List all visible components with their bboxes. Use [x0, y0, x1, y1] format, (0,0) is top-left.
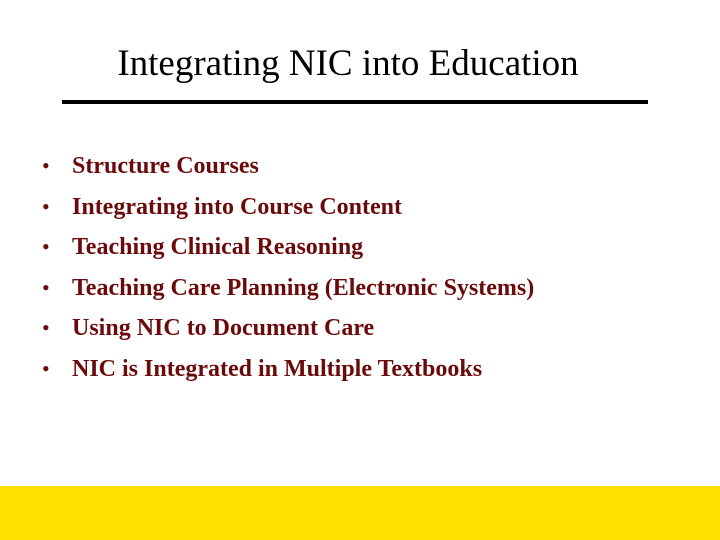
bullet-text: Teaching Care Planning (Electronic Systems)	[72, 274, 535, 301]
bullet-item	[42, 268, 534, 309]
bullet-text: Integrating into Course Content	[72, 193, 402, 220]
bullet-item	[42, 349, 534, 390]
bullet-text: Structure Courses	[72, 153, 259, 179]
bullet-text: Teaching Clinical Reasoning	[72, 234, 364, 260]
bullet-dot-icon: •	[42, 355, 50, 381]
bullet-text: Using NIC to Document Care	[72, 315, 375, 341]
bullet-dot-icon: •	[42, 274, 50, 300]
bullet-item	[42, 308, 534, 349]
bullet-item	[42, 227, 534, 268]
bullet-text: NIC is Integrated in Multiple Textbooks	[72, 355, 483, 382]
bullet-dot-icon: •	[42, 234, 50, 259]
bullet-item	[42, 146, 534, 187]
footer-band	[0, 486, 720, 540]
bullet-list	[42, 146, 534, 389]
bullet-dot-icon: •	[42, 315, 50, 340]
title-underline	[62, 100, 648, 104]
bullet-dot-icon: •	[42, 153, 50, 178]
slide-title: Integrating NIC into Education	[117, 43, 579, 84]
bullet-item	[42, 187, 534, 228]
bullet-dot-icon: •	[42, 193, 50, 219]
